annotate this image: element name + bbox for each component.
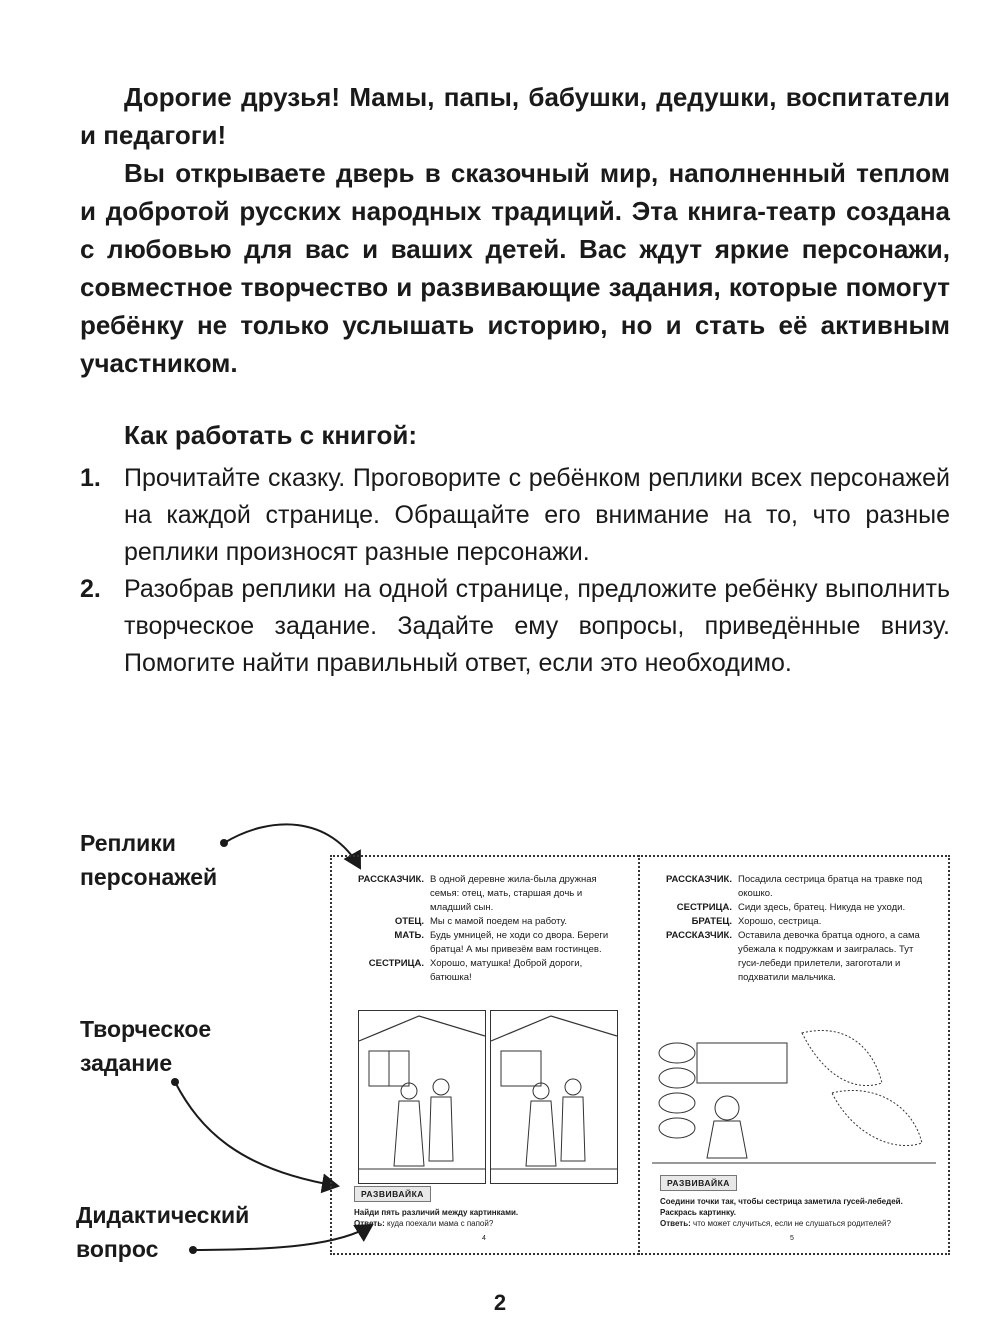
replica-text: Хорошо, сестрица. [738,916,822,927]
label-creative [80,1012,211,1080]
arrow-creative [171,1078,338,1186]
speaker: РАССКАЗЧИК. [665,930,732,941]
right-page-number: 5 [790,1235,794,1242]
intro-greeting: Дорогие друзья! Мамы, папы, бабушки, дедушки, воспитатели и педагоги! [80,82,950,150]
replica-text: В одной деревне жила-была дружная семья: отец, мать, старшая дочь и младший сын. [430,874,597,913]
illustration-family-1 [358,1010,486,1184]
replica-text: Оставила девочка братца одного, а сама убежала к подружкам и заигралась. Тут гуси-лебеди прилетели, загоготали и подхватили мальчика. [738,930,920,983]
speaker: СЕСТРИЦА. [676,902,732,913]
answer-label: Ответь: [660,1219,691,1228]
replica-text: Будь умницей, не ходи со двора. Береги братца! А мы привезём вам гостинцев. [430,930,609,955]
replica-text: Мы с мамой поедем на работу. [430,916,567,927]
book-spread-preview [330,855,950,1255]
task-text: Соедини точки так, чтобы сестрица заметила гусей-лебедей. Раскрась картинку. [660,1197,903,1217]
left-page-number: 4 [482,1235,486,1242]
step-1 [80,460,950,571]
replica-line [660,929,930,985]
howto-title: Как работать с книгой: [124,420,418,450]
left-task [354,1207,624,1229]
label-replicas-line2: персонажей [80,864,218,890]
spread-divider [638,855,640,1255]
illustration-geese-dots [652,1023,936,1171]
replica-line [660,901,930,915]
replica-line [352,915,622,929]
step-2 [80,571,950,682]
answer-text: куда поехали мама с папой? [387,1219,494,1228]
right-page-lines [660,873,930,985]
label-didactic-line2: вопрос [76,1236,159,1262]
intro [80,78,950,382]
label-didactic-line1: Дидактический [76,1202,250,1228]
razvivaika-badge-left: РАЗВИВАЙКА [354,1186,431,1202]
speaker: МАТЬ. [394,930,424,941]
label-replicas [80,826,217,894]
page-number: 2 [493,1290,507,1315]
step-text: Разобрав реплики на одной странице, предложите ребёнку выполнить творческое задание. Задайте ему вопросы, приведённые внизу. Помогите найти правильный ответ, если это необходимо. [124,575,950,677]
howto-steps [80,460,950,682]
answer-text: что может случиться, если не слушаться родителей? [693,1219,891,1228]
replica-line [660,915,930,929]
replica-line [352,929,622,957]
speaker: БРАТЕЦ. [691,916,732,927]
step-text: Прочитайте сказку. Проговорите с ребёнком реплики всех персонажей на каждой странице. Обращайте его внимание на то, что разные реплики произносят разные персонажи. [124,464,950,566]
label-creative-line1: Творческое [80,1016,212,1042]
speaker: РАССКАЗЧИК. [665,874,732,885]
illustration-family-2 [490,1010,618,1184]
replica-text: Хорошо, матушка! Доброй дороги, батюшка! [430,958,583,983]
replica-line [352,873,622,915]
answer-label: Ответь: [354,1219,385,1228]
left-page-lines [352,873,622,985]
replica-line [352,957,622,985]
label-replicas-line1: Реплики [80,830,176,856]
right-task [660,1196,930,1229]
replica-text: Сиди здесь, братец. Никуда не уходи. [738,902,906,913]
replica-line [660,873,930,901]
label-didactic [76,1198,249,1266]
replica-text: Посадила сестрица братца на травке под окошко. [738,874,923,899]
label-creative-line2: задание [80,1050,173,1076]
razvivaika-badge-right: РАЗВИВАЙКА [660,1175,737,1191]
intro-paragraph: Вы открываете дверь в сказочный мир, наполненный теплом и добротой русских народных традиций. Эта книга-театр создана с любовью для вас и ваших детей. Вас ждут яркие персонажи, совместное творчество и развивающие задания, которые помогут ребёнку не только услышать историю, но и стать её активным участником. [80,158,950,378]
task-text: Найди пять различий между картинками. [354,1208,519,1217]
step-number: 1. [80,464,101,492]
speaker: РАССКАЗЧИК. [357,874,424,885]
speaker: СЕСТРИЦА. [368,958,424,969]
speaker: ОТЕЦ. [394,916,424,927]
step-number: 2. [80,575,101,603]
